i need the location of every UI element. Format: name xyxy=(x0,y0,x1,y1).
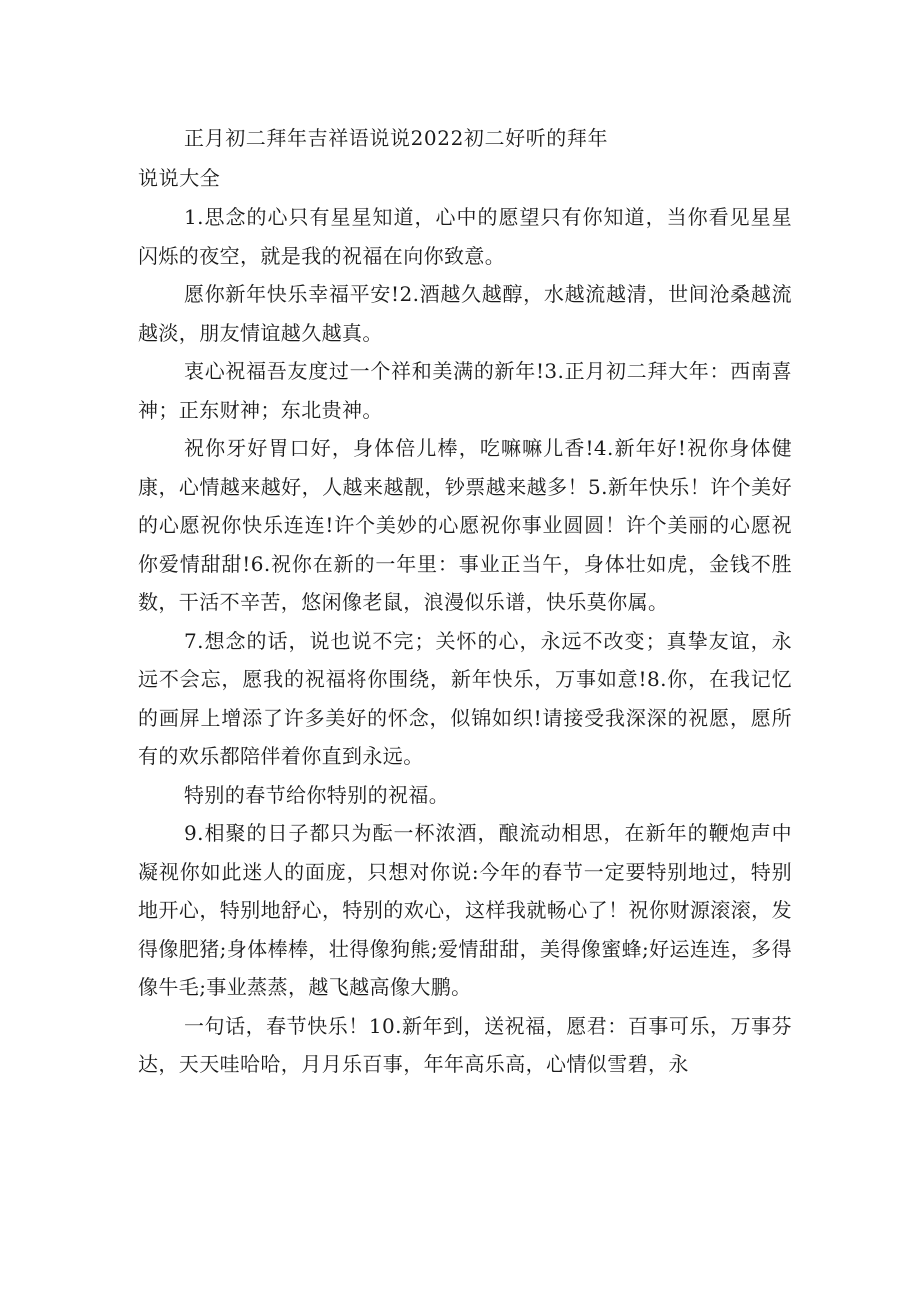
document-title-line-2: 说说大全 xyxy=(138,166,221,190)
paragraph-2: 愿你新年快乐幸福平安!2.酒越久越醇，水越流越清，世间沧桑越流越淡，朋友情谊越久越真。 xyxy=(138,282,792,345)
paragraph-1: 1.思念的心只有星星知道，心中的愿望只有你知道，当你看见星星闪烁的夜空，就是我的祝福在向你致意。 xyxy=(138,205,792,268)
paragraph-3: 衷心祝福吾友度过一个祥和美满的新年!3.正月初二拜大年：西南喜神；正东财神；东北贵神。 xyxy=(138,359,792,422)
paragraph-8: 一句话，春节快乐！10.新年到，送祝福，愿君：百事可乐，万事芬达，天天哇哈哈，月月乐百事，年年高乐高，心情似雪碧，永 xyxy=(138,1013,792,1076)
paragraph-5: 7.想念的话，说也说不完；关怀的心，永远不改变；真挚友谊，永远不会忘，愿我的祝福将你围绕，新年快乐，万事如意!8.你，在我记忆的画屏上增添了许多美好的怀念，似锦如织!请接受我深深的祝愿，愿所有的欢乐都陪伴着你直到永远。 xyxy=(138,628,792,768)
paragraph-4: 祝你牙好胃口好，身体倍儿棒，吃嘛嘛儿香!4.新年好!祝你身体健康，心情越来越好，人越来越靓，钞票越来越多！5.新年快乐！许个美好的心愿祝你快乐连连!许个美妙的心愿祝你事业圆圆！许个美丽的心愿祝你爱情甜甜!6.祝你在新的一年里：事业正当午，身体壮如虎，金钱不胜数，干活不辛苦，悠闲像老鼠，浪漫似乐谱，快乐莫你属。 xyxy=(138,436,792,614)
document-page xyxy=(138,118,792,1084)
document-title-line-1: 正月初二拜年吉祥语说说2022初二好听的拜年 xyxy=(184,126,609,150)
paragraph-7: 9.相聚的日子都只为酝一杯浓酒，酿流动相思，在新年的鞭炮声中凝视你如此迷人的面庞，只想对你说:今年的春节一定要特别地过，特别地开心，特别地舒心，特别的欢心，这样我就畅心了！祝你财源滚滚，发得像肥猪;身体棒棒，壮得像狗熊;爱情甜甜，美得像蜜蜂;好运连连，多得像牛毛;事业蒸蒸，越飞越高像大鹏。 xyxy=(138,821,792,999)
paragraph-6: 特别的春节给你特别的祝福。 xyxy=(184,782,450,807)
